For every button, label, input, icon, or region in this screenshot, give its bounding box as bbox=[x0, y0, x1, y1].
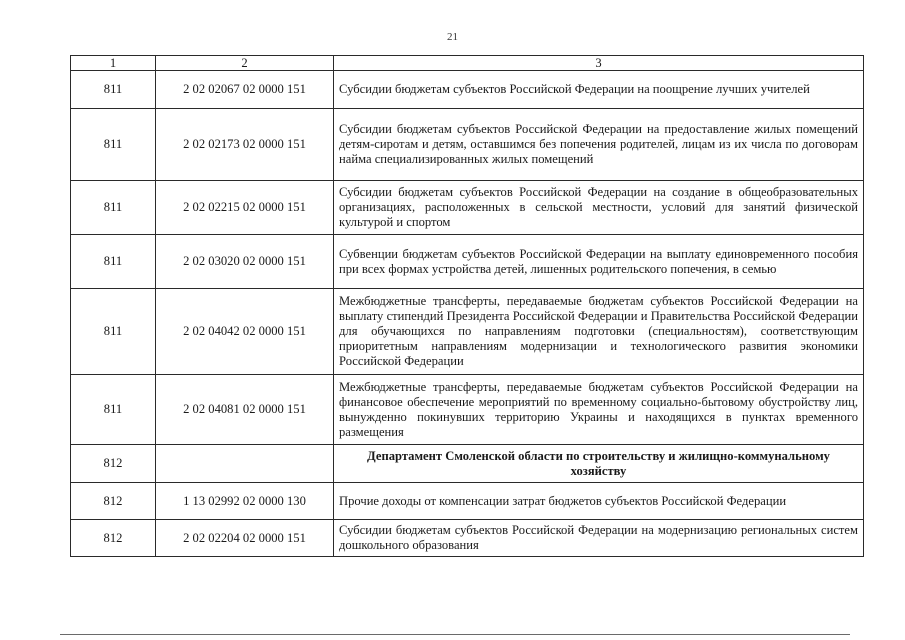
table-header-row bbox=[71, 56, 864, 71]
admin-code-cell: 812 bbox=[71, 520, 156, 557]
revenue-code-cell: 2 02 04081 02 0000 151 bbox=[156, 375, 334, 445]
revenue-name-cell: Субвенции бюджетам субъектов Российской Федерации на выплату единовременного пособия при всех формах устройства детей, лишенных родительского попечения, в семью bbox=[334, 235, 864, 289]
revenue-code-cell: 2 02 02173 02 0000 151 bbox=[156, 109, 334, 181]
revenue-code-cell: 2 02 02067 02 0000 151 bbox=[156, 71, 334, 109]
revenue-code-cell: 2 02 03020 02 0000 151 bbox=[156, 235, 334, 289]
table-row bbox=[71, 289, 864, 375]
page-number: 21 bbox=[447, 31, 458, 43]
admin-code-cell: 811 bbox=[71, 71, 156, 109]
revenue-code-cell bbox=[156, 445, 334, 483]
revenue-name-cell: Субсидии бюджетам субъектов Российской Федерации на модернизацию региональных систем дошкольного образования bbox=[334, 520, 864, 557]
revenue-name-cell: Субсидии бюджетам субъектов Российской Федерации на поощрение лучших учителей bbox=[334, 71, 864, 109]
revenue-name-cell: Субсидии бюджетам субъектов Российской Федерации на создание в общеобразовательных организациях, расположенных в сельской местности, условий для занятий физической культурой и спортом bbox=[334, 181, 864, 235]
department-row bbox=[71, 445, 864, 483]
budget-revenue-table bbox=[70, 55, 864, 557]
header-col-3: 3 bbox=[334, 56, 864, 71]
admin-code-cell: 811 bbox=[71, 235, 156, 289]
table-row bbox=[71, 71, 864, 109]
admin-code-cell: 811 bbox=[71, 181, 156, 235]
department-name-cell: Департамент Смоленской области по строительству и жилищно-коммунальному хозяйству bbox=[334, 445, 864, 483]
revenue-code-cell: 2 02 02215 02 0000 151 bbox=[156, 181, 334, 235]
bottom-divider bbox=[60, 634, 850, 635]
admin-code-cell: 811 bbox=[71, 109, 156, 181]
admin-code-cell: 812 bbox=[71, 483, 156, 520]
header-col-2: 2 bbox=[156, 56, 334, 71]
table-row bbox=[71, 520, 864, 557]
table-row bbox=[71, 235, 864, 289]
revenue-code-cell: 2 02 04042 02 0000 151 bbox=[156, 289, 334, 375]
admin-code-cell: 811 bbox=[71, 289, 156, 375]
table-row bbox=[71, 109, 864, 181]
revenue-code-cell: 1 13 02992 02 0000 130 bbox=[156, 483, 334, 520]
admin-code-cell: 811 bbox=[71, 375, 156, 445]
table-row bbox=[71, 483, 864, 520]
admin-code-cell: 812 bbox=[71, 445, 156, 483]
revenue-name-cell: Субсидии бюджетам субъектов Российской Федерации на предоставление жилых помещений детям-сиротам и детям, оставшимся без попечения родителей, лицам из их числа по договорам найма специализированных жилых помещений bbox=[334, 109, 864, 181]
revenue-name-cell: Межбюджетные трансферты, передаваемые бюджетам субъектов Российской Федерации на выплату стипендий Президента Российской Федерации и Правительства Российской Федерации для обучающихся по направлениям подготовки (специальностям), соответствующим приоритетным направлениям модернизации и технологического развития экономики Российской Федерации bbox=[334, 289, 864, 375]
revenue-code-cell: 2 02 02204 02 0000 151 bbox=[156, 520, 334, 557]
revenue-name-cell: Межбюджетные трансферты, передаваемые бюджетам субъектов Российской Федерации на финансовое обеспечение мероприятий по временному социально-бытовому обустройству лиц, вынужденно покинувших территорию Украины и находящихся в пунктах временного размещения bbox=[334, 375, 864, 445]
table-row bbox=[71, 181, 864, 235]
header-col-1: 1 bbox=[71, 56, 156, 71]
revenue-name-cell: Прочие доходы от компенсации затрат бюджетов субъектов Российской Федерации bbox=[334, 483, 864, 520]
table-row bbox=[71, 375, 864, 445]
